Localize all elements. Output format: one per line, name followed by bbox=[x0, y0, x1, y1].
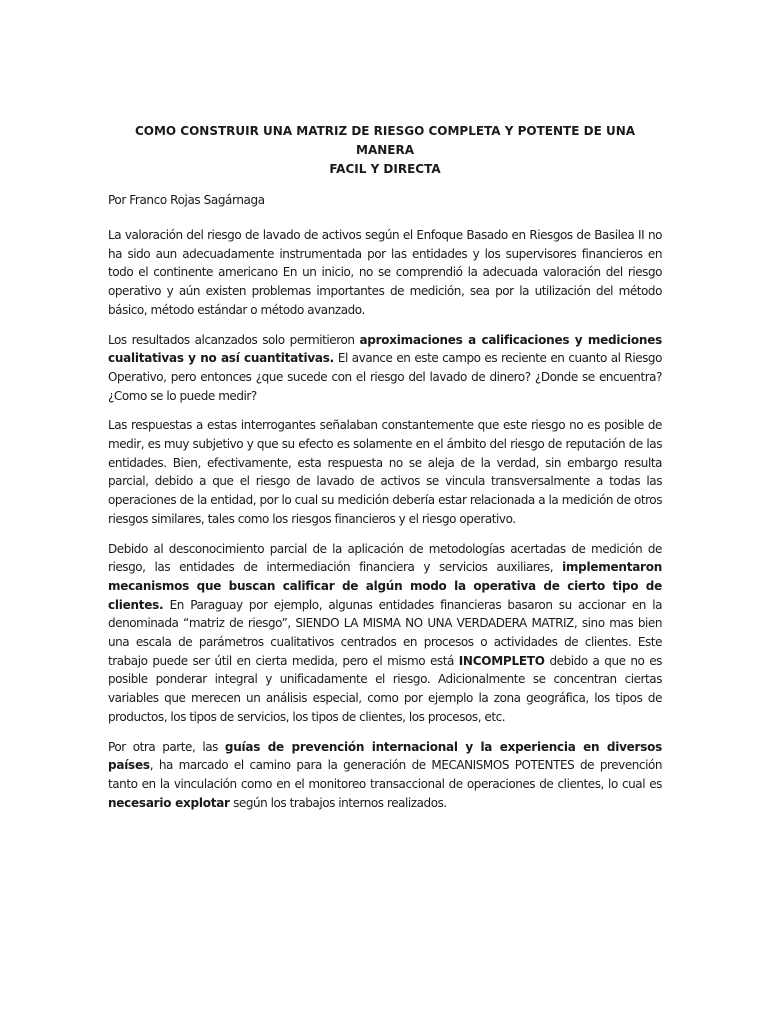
paragraph-text: Debido al desconocimiento parcial de la aplicación de metodologías acertadas de medición de riesgo, las entidades de intermediación financiera y servicios auxiliares, bbox=[108, 541, 662, 575]
document-page bbox=[108, 122, 662, 823]
paragraph-emphasis: implementaron mecanismos que buscan calificar de algún modo la operativa de cierto tipo de clientes. bbox=[108, 560, 662, 612]
paragraph-results bbox=[108, 331, 662, 406]
paragraph-text: En Paraguay por ejemplo, algunas entidades financieras basaron su accionar en la denominada “matriz de riesgo”, SIENDO LA MISMA NO UNA VERDADERA MATRIZ, sino mas bien una escala de parámetros cualitativos centrados en procesos o actividades de clientes. Este trabajo puede ser útil en cierta medida, pero el mismo está bbox=[108, 597, 662, 668]
paragraph-emphasis: necesario explotar bbox=[108, 795, 230, 810]
paragraph-emphasis: INCOMPLETO bbox=[458, 653, 545, 668]
paragraph-emphasis: aproximaciones a calificaciones y mediciones cualitativas y no así cuantitativas. bbox=[108, 332, 662, 366]
document-title bbox=[108, 122, 662, 179]
paragraph-text: , ha marcado el camino para la generación de MECANISMOS POTENTES de prevención tanto en la vinculación como en el monitoreo transaccional de operaciones de clientes, lo cual es bbox=[108, 758, 662, 791]
paragraph-text: La valoración del riesgo de lavado de activos según el Enfoque Basado en Riesgos de Basilea II no ha sido aun adecuadamente instrumentada por las entidades y los supervisores financieros en todo el continente americano En un inicio, no se comprendió la adecuada valoración del riesgo operativo y aún existen problemas importantes de medición, sea por la utilización del método básico, método estándar o método avanzado. bbox=[108, 228, 662, 317]
paragraph-text: El avance en este campo es reciente en cuanto al Riesgo Operativo, pero entonces ¿que sucede con el riesgo del lavado de dinero? ¿Donde se encuentra? ¿Como se lo puede medir? bbox=[108, 351, 662, 403]
paragraph-guidance bbox=[108, 738, 662, 813]
document-title-line-2: FACIL Y DIRECTA bbox=[329, 162, 441, 176]
paragraph-methodologies bbox=[108, 540, 662, 727]
paragraph-text: debido a que no es posible ponderar integral y unificadamente el riesgo. Adicionalmente se concentran ciertas variables que merecen un análisis especial, como por ejemplo la zona geográfica, los tipos de productos, los tipos de servicios, los tipos de clientes, los procesos, etc. bbox=[108, 653, 662, 724]
paragraph-text: según los trabajos internos realizados. bbox=[229, 795, 447, 810]
paragraph-text: Los resultados alcanzados solo permitieron bbox=[108, 332, 360, 347]
paragraph-answers bbox=[108, 416, 662, 528]
document-title-line-1: COMO CONSTRUIR UNA MATRIZ DE RIESGO COMPLETA Y POTENTE DE UNA MANERA bbox=[134, 124, 636, 157]
paragraph-emphasis: guías de prevención internacional y la experiencia en diversos países bbox=[108, 739, 662, 773]
author-byline: Por Franco Rojas Sagárnaga bbox=[108, 193, 265, 207]
paragraph-intro bbox=[108, 226, 662, 320]
paragraph-text: Las respuestas a estas interrogantes señalaban constantemente que este riesgo no es posible de medir, es muy subjetivo y que su efecto es solamente en el ámbito del riesgo de reputación de las entidades. Bien, efectivamente, esta respuesta no se aleja de la verdad, sin embargo resulta parcial, debido a que el riesgo de lavado de activos se vincula transversalmente a todas las operaciones de la entidad, por lo cual su medición debería estar relacionada a la medición de otros riesgos similares, tales como los riesgos financieros y el riesgo operativo. bbox=[108, 418, 662, 526]
paragraph-text: Por otra parte, las bbox=[108, 739, 225, 754]
